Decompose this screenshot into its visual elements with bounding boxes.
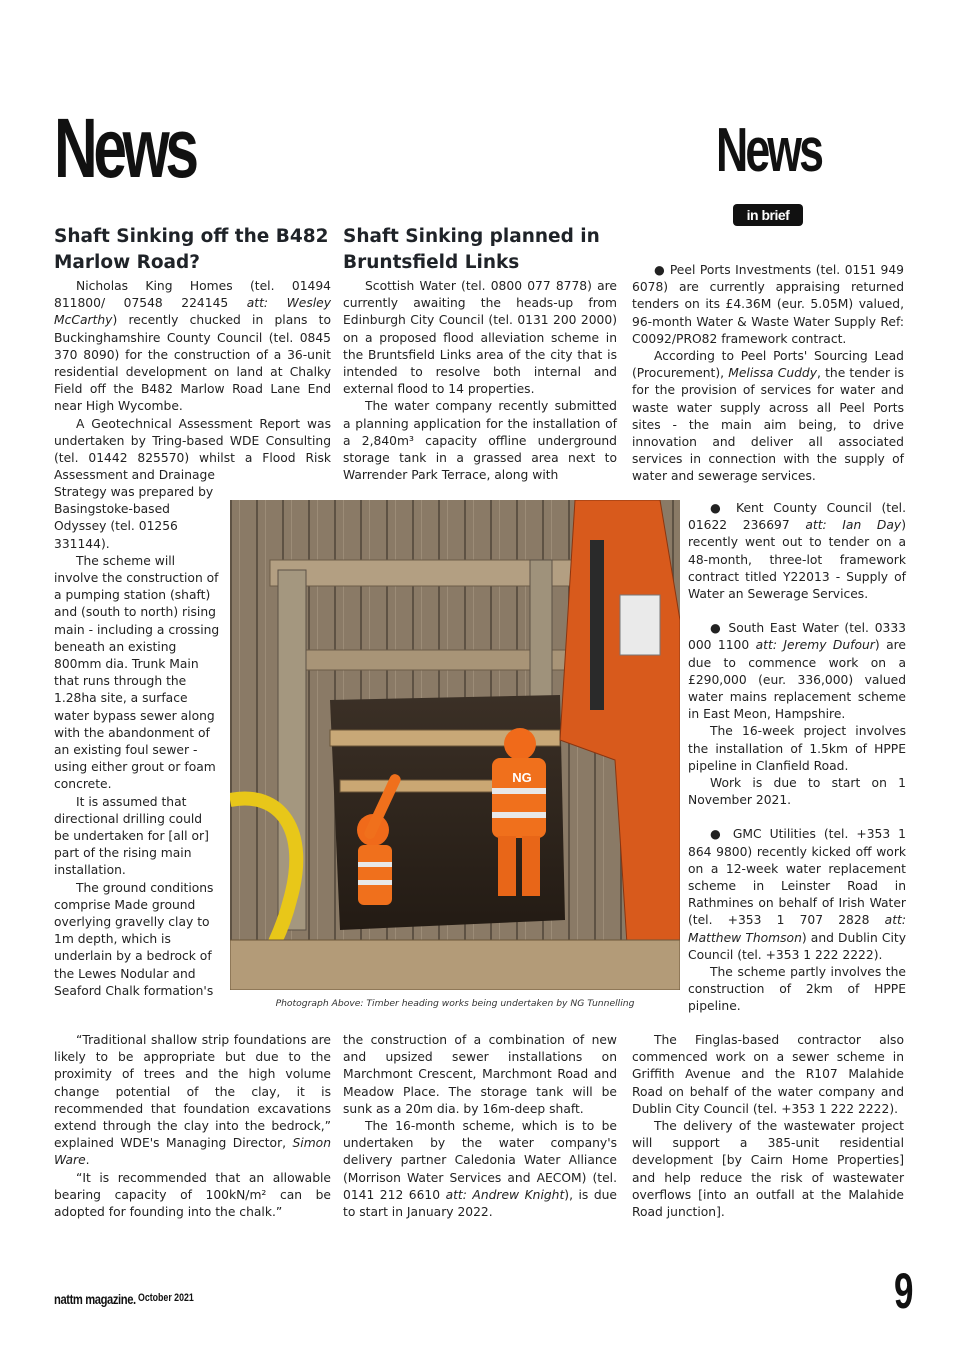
brief-item-kent: ● Kent County Council (tel. 01622 236697 att: Ian Day) recently went out to tender on a 48-month, three-lot framework contract titled Y22013 - Supply of Water an Sewerage Services. (688, 501, 906, 602)
page-title: News (54, 101, 195, 195)
shaft-photo (230, 500, 680, 990)
article1-column-bottom (54, 1032, 331, 1221)
footer-date: October 2021 (138, 1292, 194, 1304)
article2-column-top (343, 278, 617, 484)
article2-paragraph: The 16-month scheme, which is to be undertaken by the water company's delivery partner Caledonia Water Alliance (Morrison Water Services and AECOM) (tel. 0141 212 6610 att: Andrew Knight), is due to start in January 2022. (343, 1119, 617, 1220)
article2-paragraph: Scottish Water (tel. 0800 077 8778) are currently awaiting the heads-up from Edinburgh City Council (tel. 0131 200 2000) on a proposed flood alleviation scheme in the Bruntsfield Links area of the city that is intended to resolve both internal and external flood to 14 properties. (343, 279, 617, 397)
article2-paragraph: The water company recently submitted a planning application for the installation of a 2,840m³ capacity offline underground storage tank in a grassed area next to Warrender Park Terrace, along with (343, 399, 617, 483)
brief-column-bottom (632, 1032, 904, 1221)
article1-paragraph: “It is recommended that an allowable bearing capacity of 100kN/m² can be adopted for founding into the chalk.” (54, 1170, 331, 1220)
article2-column-bottom (343, 1032, 617, 1221)
brief-paragraph: According to Peel Ports' Sourcing Lead (Procurement), Melissa Cuddy, the tender is for the provision of services for water and waste water supply across all Peel Ports sites - the main aim being, to drive innovation and deliver all associated services in connection with the supply of water and sewerage services. (632, 349, 904, 484)
brief-paragraph: Work is due to start on 1 November 2021. (688, 776, 906, 808)
photo-caption: Photograph Above: Timber heading works being undertaken by NG Tunnelling (275, 998, 635, 1009)
article1-paragraph: Strategy was prepared by Basingstoke-based Odyssey (tel. 01256 331144). (54, 485, 214, 551)
brief-paragraph: The 16-week project involves the installation of 1.5km of HPPE pipeline in Clanfield Road. (688, 724, 906, 773)
footer-magazine-name: nattm magazine. (54, 1291, 136, 1307)
article1-paragraph: The ground conditions comprise Made ground overlying gravelly clay to 1m depth, which is underlain by a bedrock of the Lewes Nodular and Seaford Chalk formation's (54, 880, 214, 998)
article1-column-narrow (54, 484, 220, 1000)
in-brief-badge: in brief (733, 204, 803, 226)
article1-headline: Shaft Sinking off the B482 Marlow Road? (54, 226, 329, 273)
article1-column-top (54, 278, 331, 484)
article2-paragraph: the construction of a combination of new and upsized sewer installations on Marchmont Crescent, Marchmont Road and Meadow Place. The storage tank will be sunk as a 20m dia. by 16m-deep shaft. (343, 1033, 617, 1116)
article1-paragraph: It is assumed that directional drilling could be undertaken for [all or] part of the rising main installation. (54, 794, 209, 878)
brief-column-top (632, 262, 904, 486)
brief-item-gmc: ● GMC Utilities (tel. +353 1 864 9800) recently kicked off work on a 12-week water replacement scheme in Leinster Road in Rathmines on behalf of Irish Water (tel. +353 1 707 2828 att: Matthew Thomson) and Dublin City Council (tel. +353 1 222 2222). (688, 827, 906, 962)
article1-paragraph: The scheme will involve the construction of a pumping station (shaft) and (south to north) rising main - including a crossing beneath an existing 800mm dia. Trunk Main that runs through the 1.28ha site, a surface water bypass sewer along with the abandonment of an existing foul sewer - using either grout or foam concrete. (54, 553, 220, 792)
section-title: News (716, 116, 822, 185)
brief-column-narrow (688, 500, 906, 1016)
article1-paragraph: A Geotechnical Assessment Report was undertaken by Tring-based WDE Consulting (tel. 01442 825570) whilst a Flood Risk Assessment and Drainage (54, 416, 331, 483)
brief-paragraph: The delivery of the wastewater project will support a 385-unit residential development [by Cairn Home Properties] and help reduce the risk of wastewater overflows [into an outfall at the Malahide Road junction]. (632, 1119, 904, 1220)
jacket-logo: NG (512, 770, 532, 785)
brief-item-south-east-water: ● South East Water (tel. 0333 000 1100 att: Jeremy Dufour) are due to commence work on a £290,000 (eur. 336,000) valued water mains replacement scheme in East Meon, Hampshire. (688, 621, 906, 722)
article1-paragraph: “Traditional shallow strip foundations are likely to be appropriate but due to the proximity of trees and the high volume change potential of the clay, it is recommended that foundation excavations extend through the clay into the bedrock,” explained WDE's Managing Director, Simon Ware. (54, 1033, 331, 1168)
page-number: 9 (894, 1263, 914, 1319)
brief-paragraph: The scheme partly involves the construction of 2km of HPPE pipeline. (688, 965, 906, 1014)
brief-item-peel-ports: ● Peel Ports Investments (tel. 0151 949 6078) are currently appraising returned tenders on its £4.36M (eur. 5.05M) valued, 96-month Water & Waste Water Supply Ref: C0092/PRO82 framework contract. (632, 263, 904, 346)
article2-headline: Shaft Sinking planned in Bruntsfield Links (343, 226, 600, 273)
brief-paragraph: The Finglas-based contractor also commenced work on a sewer scheme in Griffith Avenue and the R107 Malahide Road on behalf of the water company and Dublin City Council (tel. +353 1 222 2222). (632, 1033, 904, 1116)
article1-paragraph: Nicholas King Homes (tel. 01494 811800/ 07548 224145 att: Wesley McCarthy) recently chucked in plans to Buckinghamshire County Council (tel. 0845 370 8090) for the construction of a 36-unit residential development on land at Chalky Field off the B482 Marlow Road Lane End near High Wycombe. (54, 279, 331, 414)
